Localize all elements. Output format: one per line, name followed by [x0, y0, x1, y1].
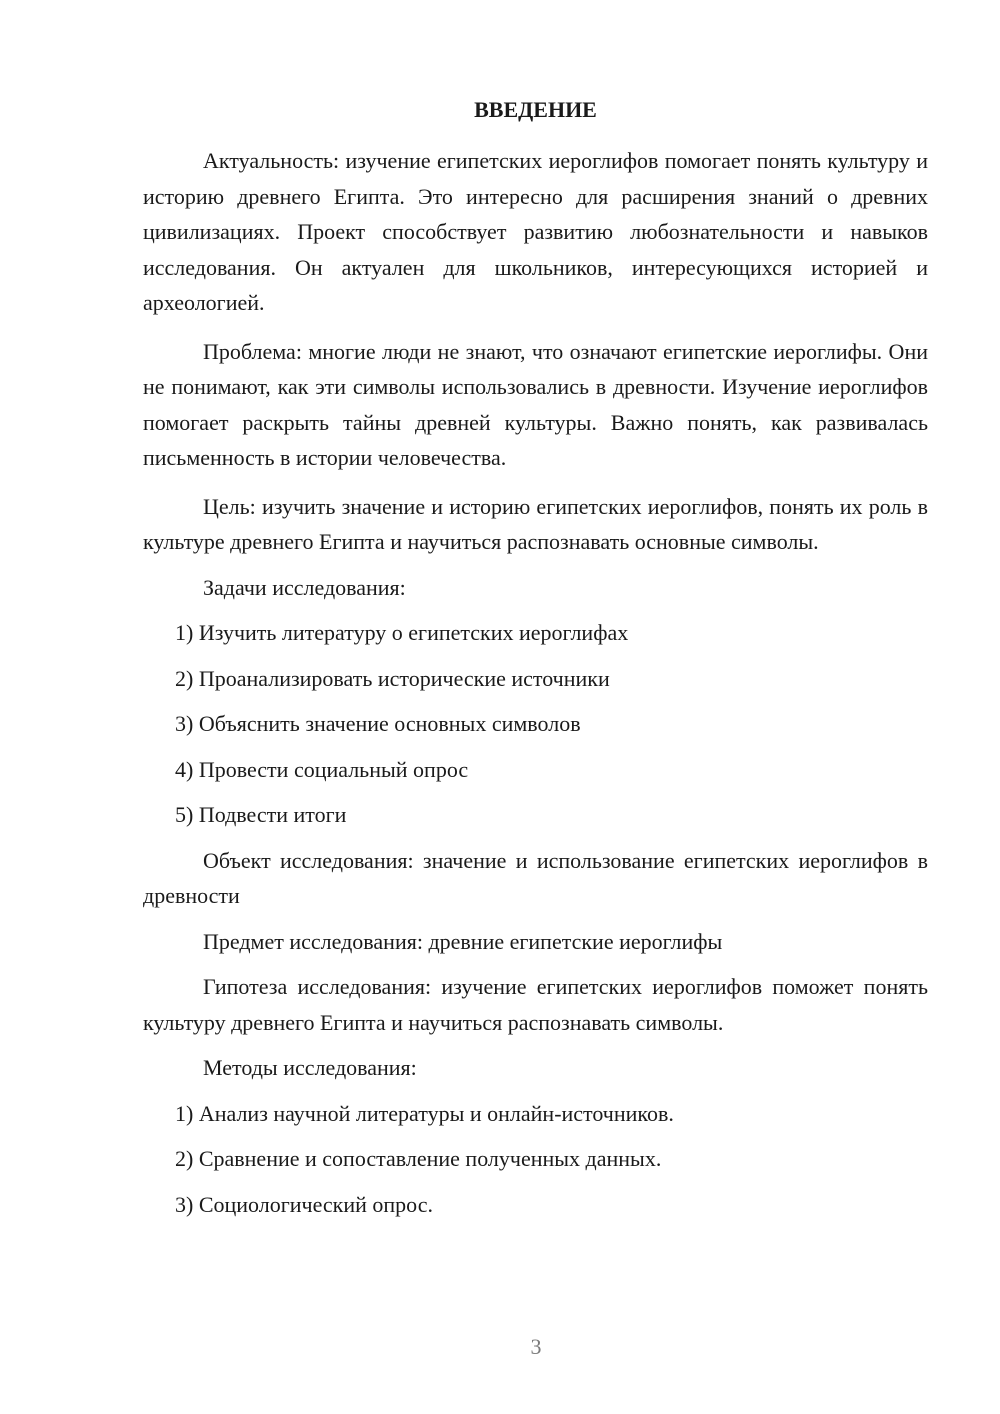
method-item-2: 2) Сравнение и сопоставление полученных данных. — [175, 1146, 662, 1171]
relevance-paragraph: Актуальность: изучение египетских иероглифов помогает понять культуру и историю древнего Египта. Это интересно для расширения знаний о древних цивилизациях. Проект способствует развитию любознательности и навыков исследования. Он актуален для школьников, интересующихся историей и археологией. — [143, 148, 928, 315]
methods-title: Методы исследования: — [203, 1055, 417, 1080]
task-item-1: 1) Изучить литературу о египетских иероглифах — [175, 620, 629, 645]
task-item-3: 3) Объяснить значение основных символов — [175, 711, 581, 736]
method-item-3: 3) Социологический опрос. — [175, 1191, 433, 1217]
page-number: 3 — [530, 1334, 542, 1359]
task-item-4: 4) Провести социальный опрос — [175, 756, 469, 782]
page-title: ВВЕДЕНИЕ — [474, 97, 597, 122]
hypothesis-paragraph: Гипотеза исследования: изучение египетских иероглифов поможет понять культуру древнего Египта и научиться распознавать символы. — [143, 974, 928, 1035]
task-item-5: 5) Подвести итоги — [175, 802, 347, 827]
method-item-1: 1) Анализ научной литературы и онлайн-источников. — [175, 1100, 674, 1126]
task-item-2: 2) Проанализировать исторические источники — [175, 665, 610, 691]
subject-paragraph: Предмет исследования: древние египетские иероглифы — [203, 928, 723, 954]
object-paragraph: Объект исследования: значение и использование египетских иероглифов в древности — [143, 847, 928, 908]
tasks-title: Задачи исследования: — [203, 574, 406, 600]
goal-paragraph: Цель: изучить значение и историю египетских иероглифов, понять их роль в культуре древнего Египта и научиться распознавать основные символы. — [143, 493, 928, 554]
problem-paragraph: Проблема: многие люди не знают, что означают египетские иероглифы. Они не понимают, как эти символы использовались в древности. Изучение иероглифов помогает раскрыть тайны древней культуры. Важно понять, как развивалась письменность в истории человечества. — [143, 338, 928, 470]
document-page — [143, 92, 928, 1232]
